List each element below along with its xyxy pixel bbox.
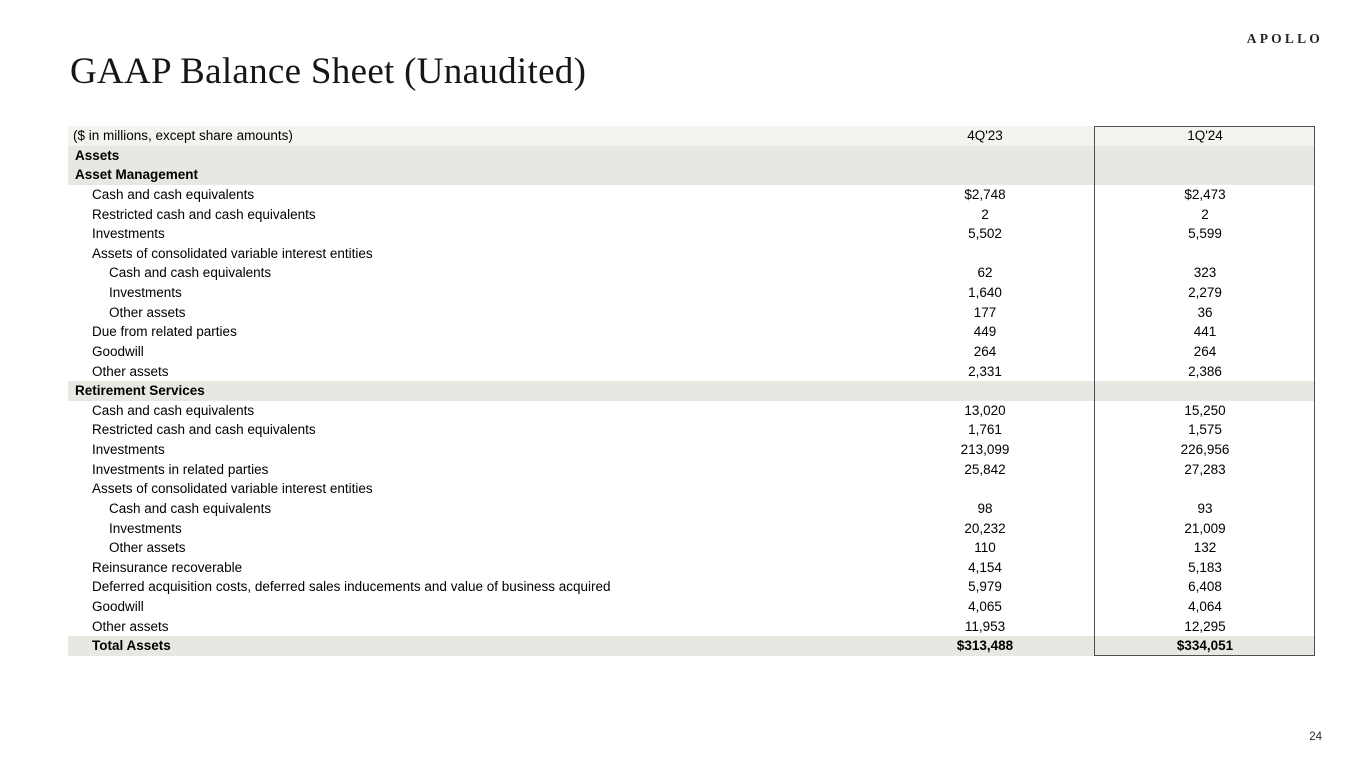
table-row: [68, 165, 1315, 185]
table-row: [68, 342, 1315, 362]
row-label: Restricted cash and cash equivalents: [92, 206, 316, 222]
page-title: GAAP Balance Sheet (Unaudited): [70, 51, 587, 92]
row-value: $2,748: [964, 186, 1006, 202]
row-label: Cash and cash equivalents: [109, 500, 272, 516]
row-value: 25,842: [964, 461, 1006, 477]
row-label: Investments: [109, 285, 182, 300]
table-row: [68, 322, 1315, 342]
row-label: Assets of consolidated variable interest entities: [92, 245, 373, 261]
table-row: [68, 224, 1315, 244]
row-value: 264: [973, 343, 997, 359]
row-label: Goodwill: [92, 599, 144, 614]
table-row: [68, 519, 1315, 539]
row-value: 20,232: [964, 520, 1006, 536]
row-value: 2: [1201, 206, 1209, 222]
row-value: 11,953: [964, 618, 1006, 634]
row-value: 2,386: [1188, 363, 1222, 379]
table-row: [68, 479, 1315, 499]
table-row: [68, 617, 1315, 637]
row-label: Restricted cash and cash equivalents: [92, 422, 316, 438]
row-label: Other assets: [92, 363, 169, 379]
table-row: [68, 146, 1315, 166]
row-label: Retirement Services: [75, 383, 205, 399]
table-row: [68, 283, 1315, 303]
table-row: [68, 499, 1315, 519]
row-label: Assets of consolidated variable interest entities: [92, 481, 373, 497]
row-label: Cash and cash equivalents: [92, 186, 255, 202]
row-value: 441: [1193, 324, 1217, 340]
row-value: 5,599: [1188, 226, 1222, 242]
table-row: [68, 636, 1315, 656]
table-row: [68, 303, 1315, 323]
row-value: 27,283: [1184, 461, 1226, 477]
table-row: [68, 460, 1315, 480]
row-value: 98: [977, 500, 993, 516]
table-row: [68, 597, 1315, 617]
row-value: $313,488: [956, 638, 1014, 654]
table-row: [68, 558, 1315, 578]
row-value: 449: [973, 324, 997, 340]
table-row: [68, 362, 1315, 382]
row-value: 4,064: [1188, 599, 1222, 614]
table-row: [68, 401, 1315, 421]
row-value: 15,250: [1184, 402, 1226, 418]
row-label: Investments in related parties: [92, 461, 269, 477]
row-value: 177: [973, 304, 997, 320]
row-value: 213,099: [960, 442, 1010, 457]
row-value: 36: [1197, 304, 1213, 320]
row-value: $334,051: [1176, 638, 1234, 654]
row-label: Other assets: [109, 304, 186, 320]
row-value: 264: [1193, 343, 1217, 359]
table-row: [68, 577, 1315, 597]
row-value: 4,154: [968, 559, 1002, 575]
row-label: Deferred acquisition costs, deferred sales inducements and value of business acquired: [92, 579, 611, 595]
row-value: 21,009: [1184, 520, 1226, 536]
row-label: Goodwill: [92, 343, 144, 359]
row-value: 323: [1193, 265, 1217, 281]
table-row: [68, 263, 1315, 283]
row-value: 132: [1193, 540, 1217, 556]
row-label: Total Assets: [92, 638, 171, 654]
row-label: Reinsurance recoverable: [92, 559, 243, 575]
row-label: Cash and cash equivalents: [92, 402, 255, 418]
balance-sheet-table: [68, 126, 1315, 656]
row-label: Asset Management: [75, 167, 199, 183]
row-label: Assets: [75, 147, 120, 163]
row-value: 4,065: [968, 599, 1002, 614]
row-value: 226,956: [1180, 442, 1230, 457]
row-value: 5,502: [968, 226, 1002, 242]
row-value: 62: [977, 265, 993, 281]
row-value: $2,473: [1184, 186, 1226, 202]
row-label: Other assets: [92, 618, 169, 634]
row-label: Other assets: [109, 540, 186, 556]
row-value: 13,020: [964, 402, 1006, 418]
row-label: Investments: [109, 520, 182, 536]
unit-note: ($ in millions, except share amounts): [73, 128, 293, 143]
row-label: Cash and cash equivalents: [109, 265, 272, 281]
table-row: [68, 185, 1315, 205]
row-label: Investments: [92, 442, 165, 457]
row-value: 6,408: [1188, 579, 1222, 595]
row-value: 1,640: [968, 285, 1002, 300]
row-label: Due from related parties: [92, 324, 237, 340]
table-row: [68, 420, 1315, 440]
table-header-row: [68, 126, 1315, 146]
column-header-1q24: 1Q'24: [1187, 128, 1223, 143]
row-value: 2: [981, 206, 989, 222]
row-value: 1,575: [1188, 422, 1222, 438]
table-row: [68, 244, 1315, 264]
apollo-logo: APOLLO: [1246, 31, 1323, 46]
row-value: 5,979: [968, 579, 1002, 595]
row-value: 2,279: [1188, 285, 1222, 300]
row-value: 93: [1197, 500, 1213, 516]
row-label: Investments: [92, 226, 165, 242]
table-row: [68, 381, 1315, 401]
row-value: 12,295: [1184, 618, 1226, 634]
row-value: 2,331: [968, 363, 1002, 379]
row-value: 110: [974, 540, 996, 556]
column-header-4q23: 4Q'23: [967, 128, 1003, 143]
page-number: 24: [1309, 731, 1322, 743]
row-value: 1,761: [968, 422, 1002, 438]
table-row: [68, 538, 1315, 558]
table-row: [68, 205, 1315, 225]
row-value: 5,183: [1188, 559, 1222, 575]
table-row: [68, 440, 1315, 460]
